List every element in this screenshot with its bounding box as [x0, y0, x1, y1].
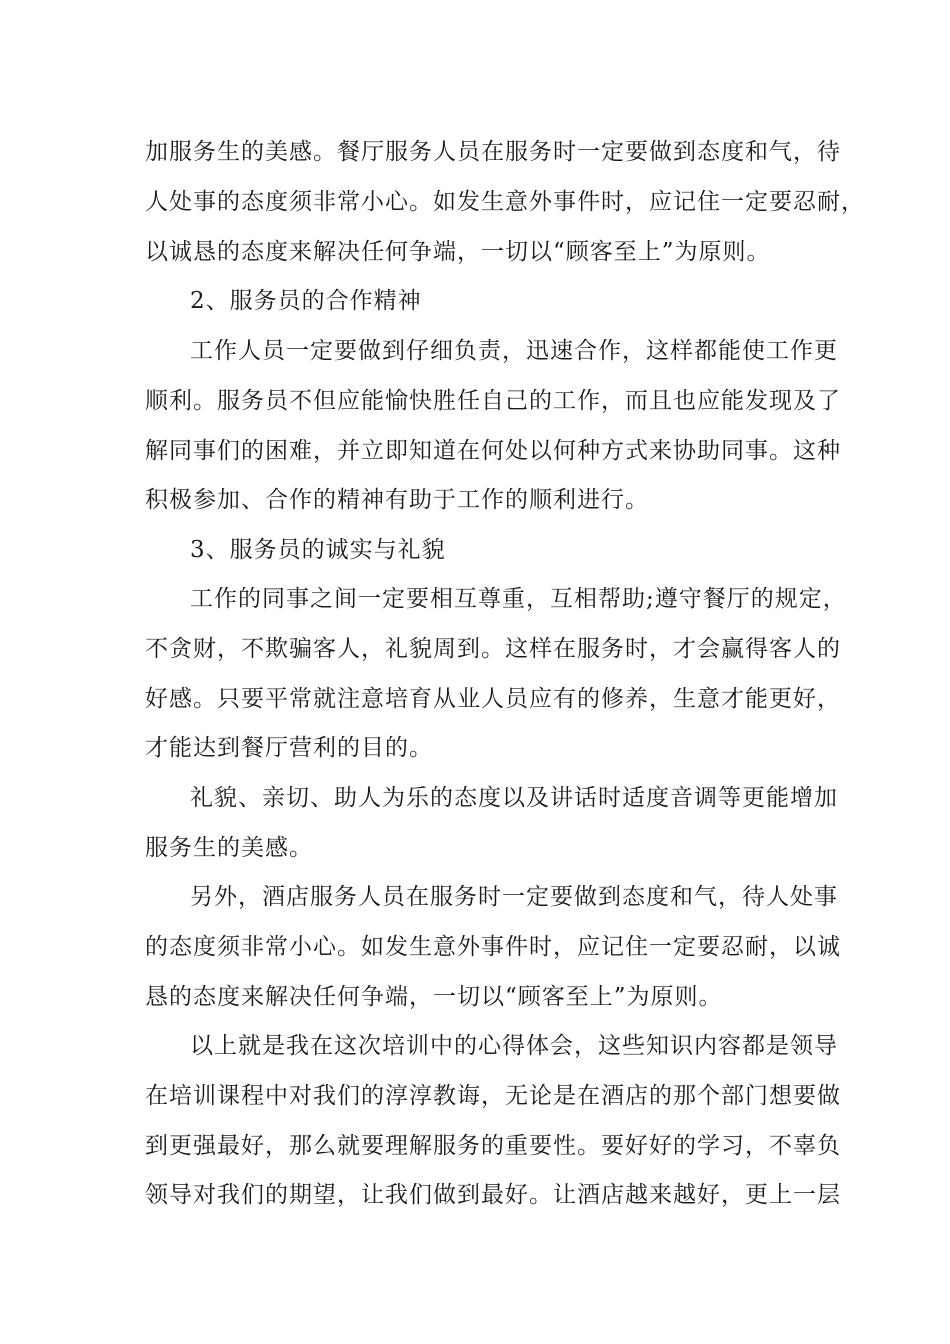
text-line: 另外，酒店服务人员在服务时一定要做到态度和气，待人处事: [190, 884, 838, 910]
text-line: 好感。只要平常就注意培育从业人员应有的修养，生意才能更好，: [145, 686, 841, 712]
text-line: 加服务生的美感。餐厅服务人员在服务时一定要做到态度和气，待: [145, 139, 841, 165]
text-line: 才能达到餐厅营利的目的。: [145, 735, 433, 761]
text-line: 以诚恳的态度来解决任何争端，一切以“顾客至上”为原则。: [145, 239, 771, 265]
text-line: 以上就是我在这次培训中的心得体会，这些知识内容都是领导: [190, 1033, 838, 1059]
text-line: 在培训课程中对我们的淳淳教诲，无论是在酒店的那个部门想要做: [145, 1083, 841, 1109]
text-line: 人处事的态度须非常小心。如发生意外事件时，应记住一定要忍耐，: [145, 189, 865, 215]
text-line: 恳的态度来解决任何争端，一切以“顾客至上”为原则。: [145, 984, 723, 1010]
text-line: 工作的同事之间一定要相互尊重，互相帮助;遵守餐厅的规定，: [190, 586, 847, 612]
text-line: 领导对我们的期望，让我们做到最好。让酒店越来越好，更上一层: [145, 1182, 841, 1208]
text-line: 解同事们的困难，并立即知道在何处以何种方式来协助同事。这种: [145, 438, 841, 464]
text-line: 工作人员一定要做到仔细负责，迅速合作，这样都能使工作更: [190, 338, 838, 364]
text-line: 顺利。服务员不但应能愉快胜任自己的工作，而且也应能发现及了: [145, 388, 841, 414]
section-heading: 2、服务员的合作精神: [190, 288, 422, 314]
text-line: 不贪财，不欺骗客人，礼貌周到。这样在服务时，才会赢得客人的: [145, 636, 841, 662]
section-heading: 3、服务员的诚实与礼貌: [190, 537, 446, 563]
text-line: 礼貌、亲切、助人为乐的态度以及讲话时适度音调等更能增加: [190, 785, 838, 811]
text-line: 的态度须非常小心。如发生意外事件时，应记住一定要忍耐，以诚: [145, 934, 841, 960]
text-line: 到更强最好，那么就要理解服务的重要性。要好好的学习，不辜负: [145, 1133, 841, 1159]
text-line: 积极参加、合作的精神有助于工作的顺利进行。: [145, 487, 649, 513]
text-line: 服务生的美感。: [145, 835, 313, 861]
